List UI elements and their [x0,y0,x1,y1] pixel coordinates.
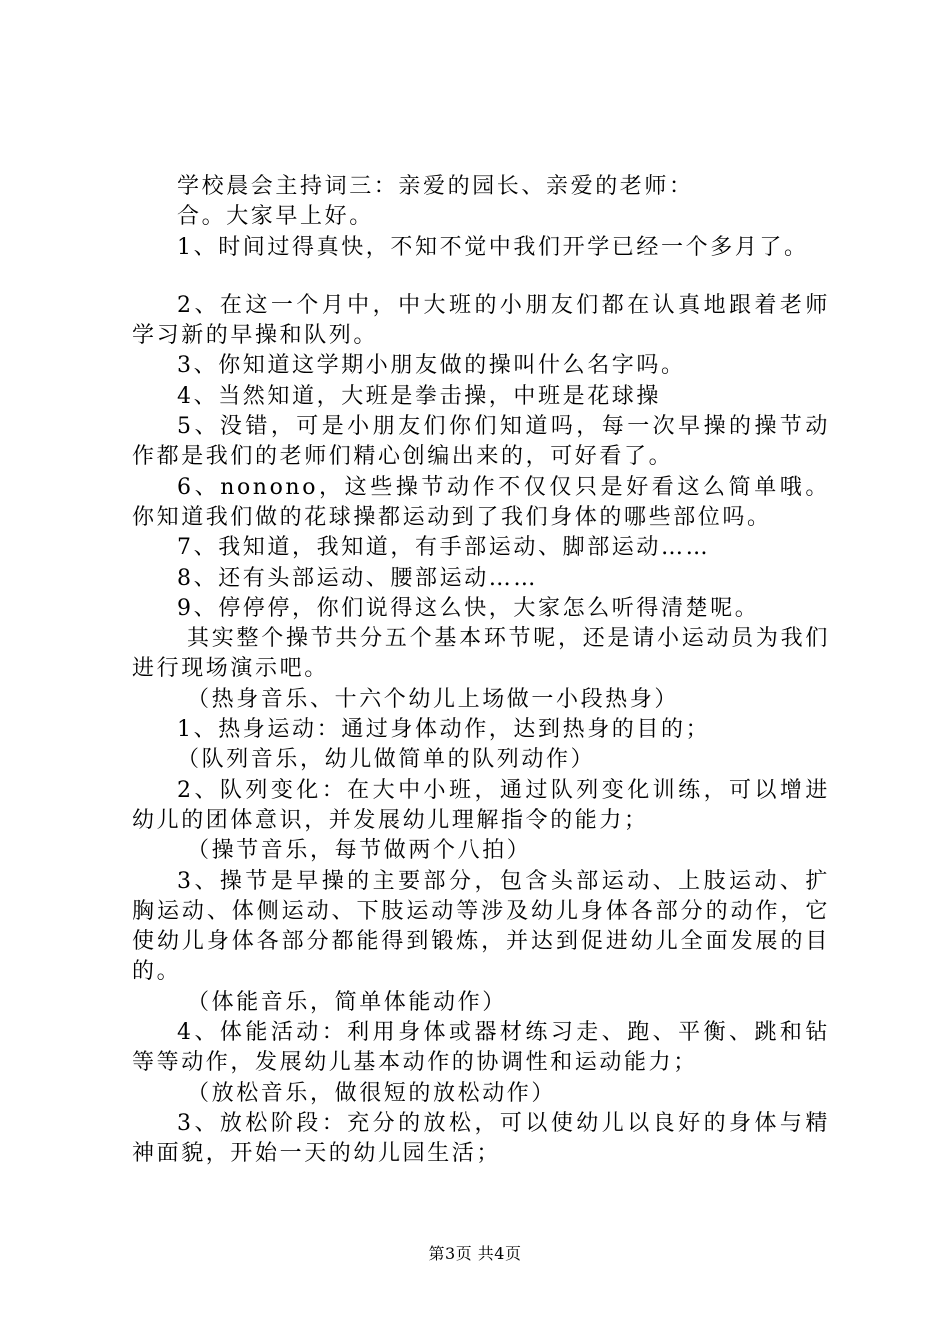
document-body [132,172,830,1170]
paragraph-overview: 其实整个操节共分五个基本环节呢，还是请小运动员为我们进行现场演示吧。 [132,626,830,682]
stage-direction-formation: （队列音乐，幼儿做简单的队列动作） [177,747,596,773]
paragraph-6: 6、nonono，这些操节动作不仅仅只是好看这么简单哦。你知道我们做的花球操都运动到了我们身体的哪些部位吗。 [132,474,830,530]
paragraph-fitness: 4、体能活动：利用身体或器材练习走、跑、平衡、跳和钻等等动作，发展幼儿基本动作的协调性和运动能力； [132,1020,830,1076]
paragraph-formation: 2、队列变化：在大中小班，通过队列变化训练，可以增进幼儿的团体意识，并发展幼儿理解指令的能力； [132,777,830,833]
paragraph-4: 4、当然知道，大班是拳击操，中班是花球操 [177,383,661,409]
paragraph-9: 9、停停停，你们说得这么快，大家怎么听得清楚呢。 [177,595,760,621]
paragraph-5: 5、没错，可是小朋友们你们知道吗，每一次早操的操节动作都是我们的老师们精心创编出来的，可好看了。 [132,414,830,470]
paragraph-relax: 3、放松阶段：充分的放松，可以使幼儿以良好的身体与精神面貌，开始一天的幼儿园生活； [132,1110,830,1167]
paragraph-exercise: 3、操节是早操的主要部分，包含头部运动、上肢运动、扩胸运动、体侧运动、下肢运动等涉及幼儿身体各部分的动作，它使幼儿身体各部分都能得到锻炼，并达到促进幼儿全面发展的目的。 [132,868,830,985]
paragraph-warmup: 1、热身运动：通过身体动作，达到热身的目的； [177,717,711,743]
paragraph-3: 3、你知道这学期小朋友做的操叫什么名字吗。 [177,353,686,379]
paragraph-greeting: 合。大家早上好。 [177,204,374,230]
stage-direction-exercise: （操节音乐，每节做两个八拍） [187,838,532,864]
paragraph-7: 7、我知道，我知道，有手部运动、脚部运动…… [177,535,711,561]
stage-direction-relax: （放松音乐，做很短的放松动作） [187,1080,557,1106]
stage-direction-fitness: （体能音乐，简单体能动作） [187,989,507,1015]
paragraph-title: 学校晨会主持词三：亲爱的园长、亲爱的老师： [177,174,694,199]
stage-direction-warmup: （热身音乐、十六个幼儿上场做一小段热身） [187,686,680,712]
paragraph-1: 1、时间过得真快，不知不觉中我们开学已经一个多月了。 [177,234,809,260]
paragraph-8: 8、还有头部运动、腰部运动…… [177,565,538,591]
page-number-footer: 第3页 共4页 [428,1244,522,1263]
paragraph-2: 2、在这一个月中，中大班的小朋友们都在认真地跟着老师学习新的早操和队列。 [132,292,830,349]
